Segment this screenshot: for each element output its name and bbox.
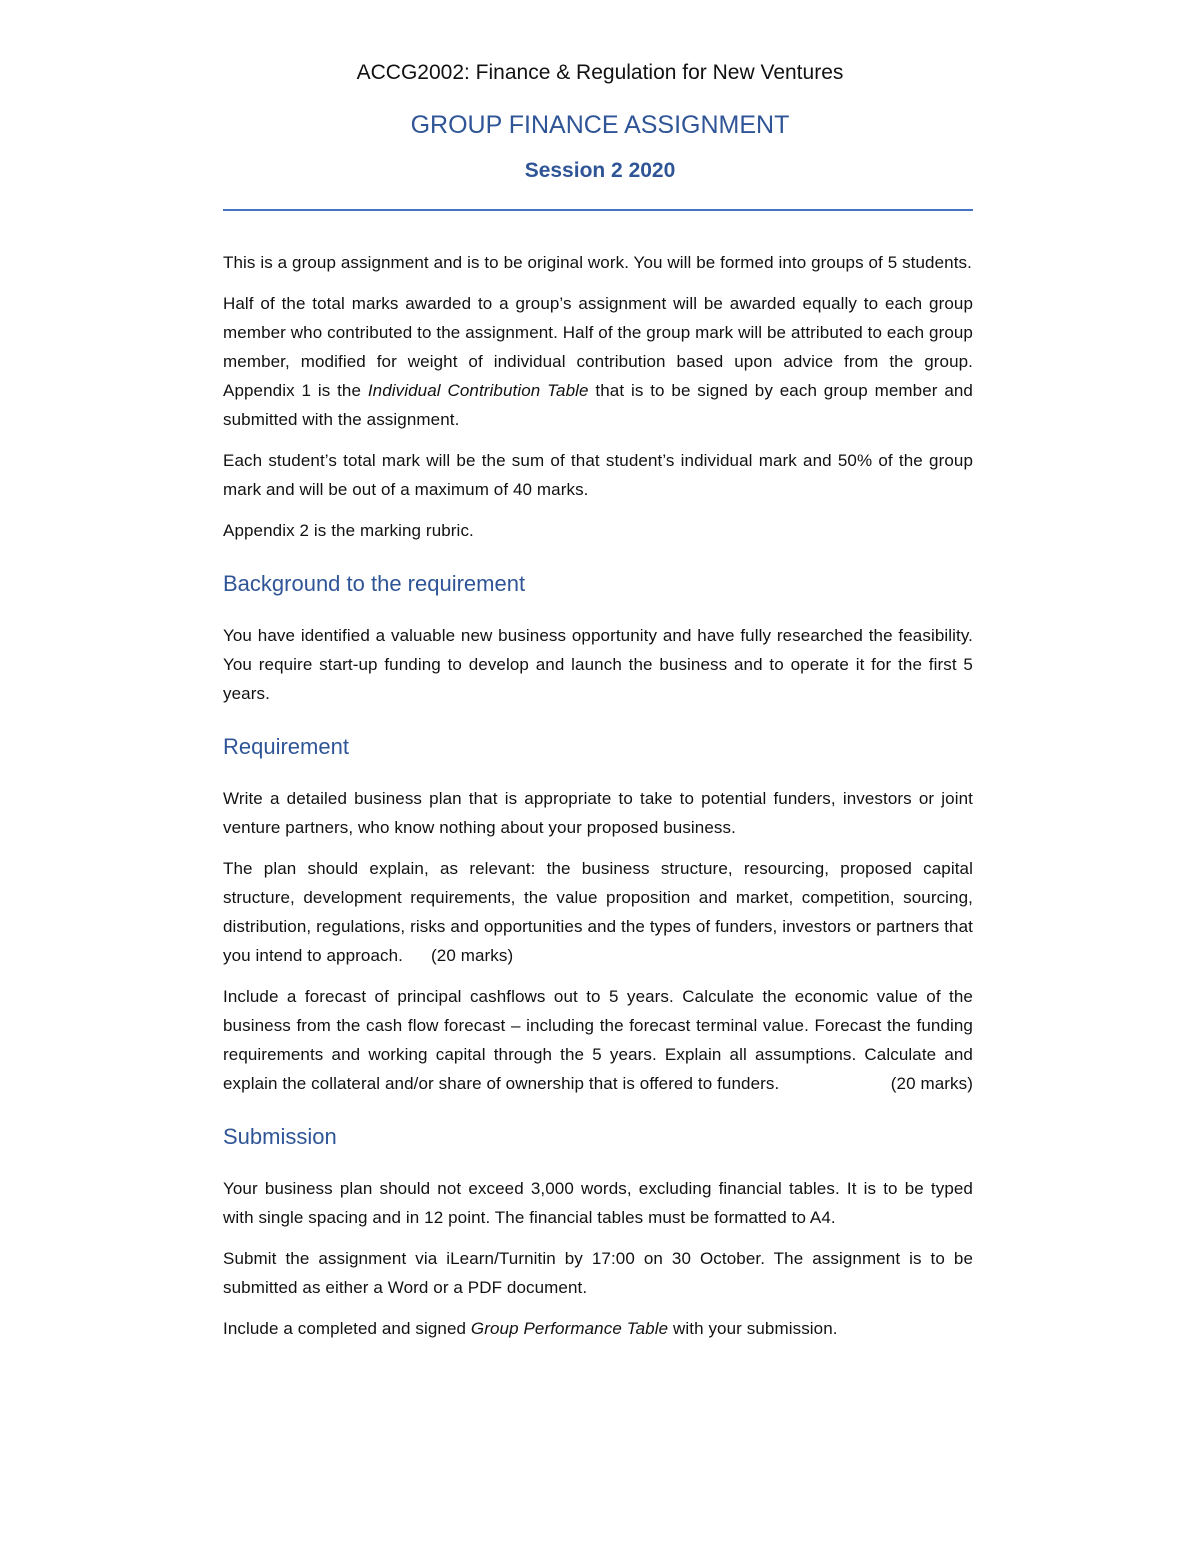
submission-paragraph-3-text-a: Include a completed and signed — [223, 1319, 471, 1338]
marks-label: (20 marks) — [890, 1074, 973, 1093]
document-title: GROUP FINANCE ASSIGNMENT — [410, 111, 790, 139]
submission-paragraph-3 — [223, 1314, 973, 1343]
intro-paragraph-3: Each student’s total mark will be the sum of that student’s individual mark and 50% of the group mark and will be out of a maximum of 40 marks. — [223, 451, 973, 499]
background-paragraph: You have identified a valuable new business opportunity and have fully researched the feasibility. You require start-up funding to develop and launch the business and to operate it for the first 5 years. — [223, 626, 973, 703]
requirement-paragraph-2 — [223, 854, 973, 970]
document-body — [223, 248, 973, 1355]
submission-paragraph-3-text-b: with your submission. — [668, 1319, 838, 1338]
session-label: Session 2 2020 — [524, 159, 676, 182]
intro-paragraph-1: This is a group assignment and is to be original work. You will be formed into groups of 5 students. — [223, 253, 972, 272]
requirement-paragraph-2-text: The plan should explain, as relevant: the business structure, resourcing, proposed capital structure, development requirements, the value proposition and market, competition, sourcing, distribution, regulations, risks and opportunities and the types of funders, investors or partners that you intend to approach. — [223, 859, 973, 965]
background-heading: Background to the requirement — [223, 571, 526, 596]
requirement-paragraph-3-text: Include a forecast of principal cashflows out to 5 years. Calculate the economic value of the business from the cash flow forecast – including the forecast terminal value. Forecast the funding requirements and working capital through the 5 years. Explain all assumptions. Calculate and explain the collateral and/or share of ownership that is offered to funders. — [223, 987, 973, 1093]
intro-paragraph-2 — [223, 289, 973, 434]
marks-label: (20 marks) — [431, 946, 514, 965]
individual-contribution-table-ref: Individual Contribution Table — [367, 381, 589, 400]
submission-paragraph-1: Your business plan should not exceed 3,000 words, excluding financial tables. It is to be typed with single spacing and in 12 point. The financial tables must be formatted to A4. — [223, 1179, 973, 1227]
intro-paragraph-2-text-a: Half of the total marks awarded to a group’s assignment will be awarded equally to each group member who contributed to the assignment. Half of the group mark will be attributed to each group member, modified for weight of individual contribution based upon advice from the group. Appendix 1 is the — [223, 294, 973, 400]
intro-paragraph-2-text-b: that is to be signed by each group member and submitted with the assignment. — [223, 381, 973, 429]
requirement-paragraph-1: Write a detailed business plan that is appropriate to take to potential funders, investors or joint venture partners, who know nothing about your proposed business. — [223, 789, 973, 837]
requirement-heading: Requirement — [223, 734, 349, 759]
group-performance-table-ref: Group Performance Table — [470, 1319, 669, 1338]
requirement-paragraph-3 — [223, 982, 973, 1098]
intro-paragraph-4: Appendix 2 is the marking rubric. — [223, 521, 474, 540]
submission-heading: Submission — [223, 1124, 337, 1149]
header-divider — [223, 209, 973, 211]
course-title: ACCG2002: Finance & Regulation for New Ventures — [356, 61, 844, 84]
submission-paragraph-2: Submit the assignment via iLearn/Turnitin by 17:00 on 30 October. The assignment is to be submitted as either a Word or a PDF document. — [223, 1249, 973, 1297]
